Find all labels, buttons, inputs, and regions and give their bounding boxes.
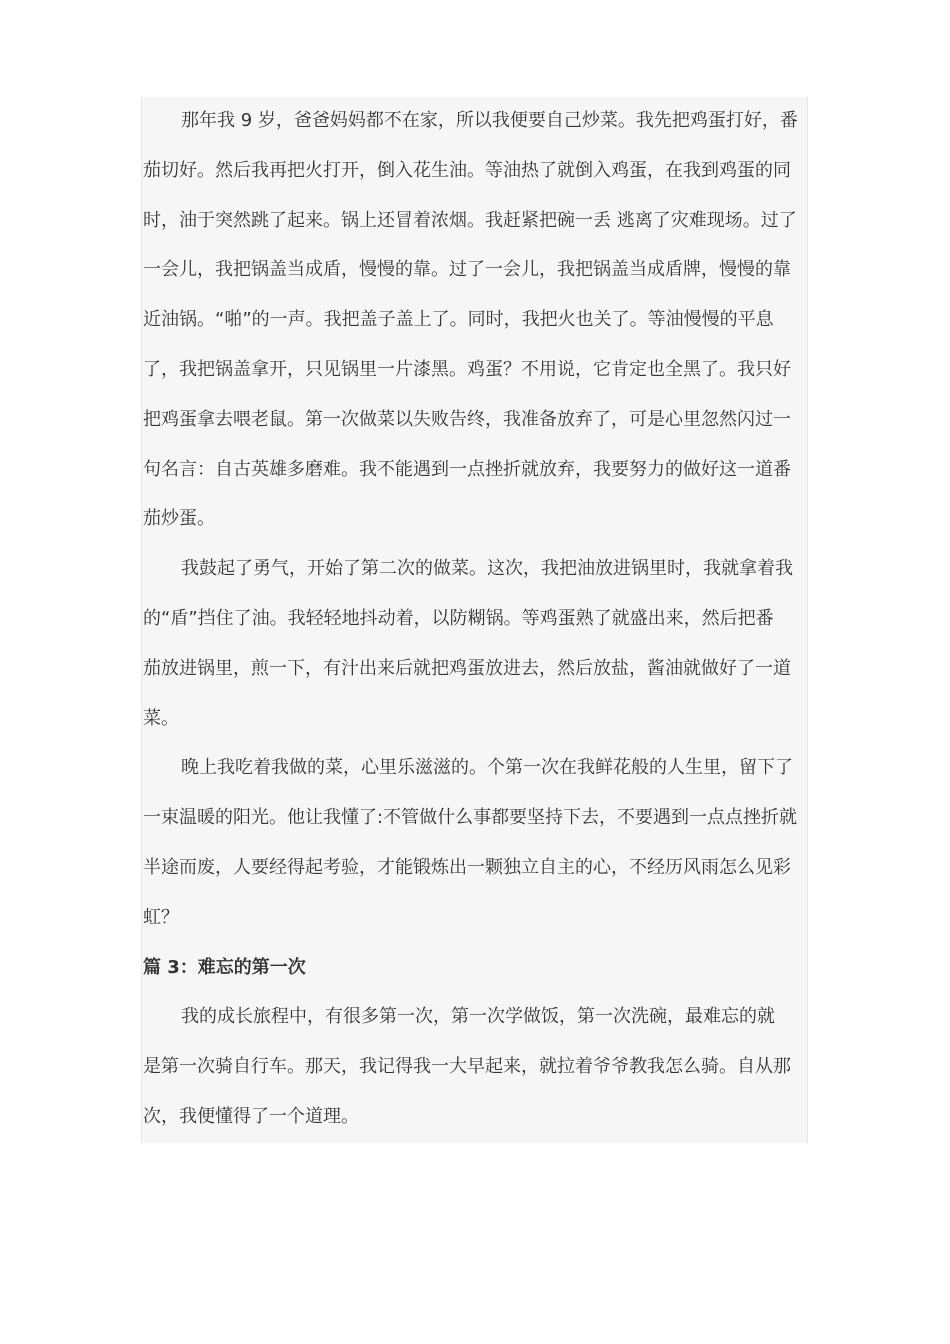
paragraph-line: 的“盾”挡住了油。我轻轻地抖动着，以防糊锅。等鸡蛋熟了就盛出来，然后把番: [143, 608, 774, 629]
section-heading: 篇 3：难忘的第一次: [143, 957, 306, 978]
paragraph-line: 菜。: [143, 708, 179, 729]
paragraph-line: 晚上我吃着我做的菜，心里乐滋滋的。个第一次在我鲜花般的人生里，留下了: [181, 757, 793, 778]
paragraph-line: 那年我 9 岁，爸爸妈妈都不在家，所以我便要自己炒菜。我先把鸡蛋打好，番: [181, 110, 798, 131]
paragraph-line: 虹？: [143, 907, 179, 928]
paragraph-line: 茄炒蛋。: [143, 508, 215, 529]
paragraph-line: 是第一次骑自行车。那天，我记得我一大早起来，就拉着爷爷教我怎么骑。自从那: [143, 1056, 791, 1077]
paragraph-line: 我鼓起了勇气，开始了第二次的做菜。这次，我把油放进锅里时，我就拿着我: [181, 558, 793, 579]
paragraph-line: 近油锅。“啪”的一声。我把盖子盖上了。同时，我把火也关了。等油慢慢的平息: [143, 309, 774, 330]
paragraph-line: 句名言：自古英雄多磨难。我不能遇到一点挫折就放弃，我要努力的做好这一道番: [143, 459, 791, 480]
paragraph-line: 了，我把锅盖拿开，只见锅里一片漆黑。鸡蛋？不用说，它肯定也全黑了。我只好: [143, 359, 791, 380]
paragraph-line: 茄放进锅里，煎一下，有汁出来后就把鸡蛋放进去，然后放盐，酱油就做好了一道: [143, 658, 791, 679]
paragraph-line: 半途而废，人要经得起考验，才能锻炼出一颗独立自主的心，不经历风雨怎么见彩: [143, 857, 791, 878]
paragraph-line: 茄切好。然后我再把火打开，倒入花生油。等油热了就倒入鸡蛋，在我到鸡蛋的同: [143, 160, 791, 181]
paragraph-line: 把鸡蛋拿去喂老鼠。第一次做菜以失败告终，我准备放弃了，可是心里忽然闪过一: [143, 409, 791, 430]
paragraph-line: 次，我便懂得了一个道理。: [143, 1106, 359, 1127]
paragraph-line: 我的成长旅程中，有很多第一次，第一次学做饭，第一次洗碗，最难忘的就: [181, 1006, 775, 1027]
paragraph-line: 一会儿，我把锅盖当成盾，慢慢的靠。过了一会儿，我把锅盖当成盾牌，慢慢的靠: [143, 259, 791, 280]
paragraph-line: 一束温暖的阳光。他让我懂了:不管做什么事都要坚持下去，不要遇到一点点挫折就: [143, 807, 798, 828]
paragraph-line: 时，油于突然跳了起来。锅上还冒着浓烟。我赶紧把碗一丢 逃离了灾难现场。过了: [143, 210, 797, 231]
